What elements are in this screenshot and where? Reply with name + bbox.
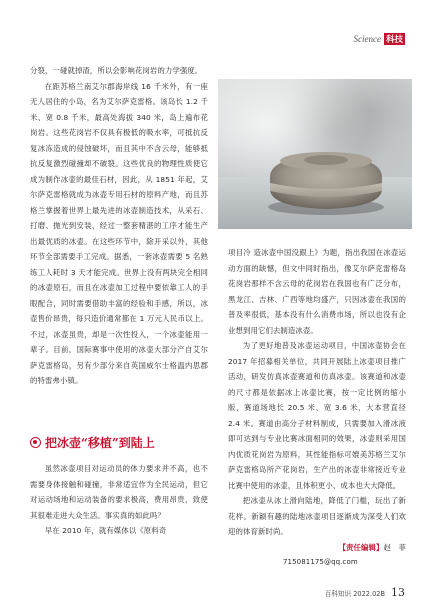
curling-stone-illustration (218, 79, 412, 229)
section-heading (30, 434, 210, 451)
left-column (30, 63, 208, 389)
page-footer (325, 586, 405, 599)
heading-bullet-icon (30, 437, 41, 448)
paragraph: 早在 2010 年，就有媒体以《原料奇 (44, 526, 167, 535)
paragraph: 在距苏格兰南艾尔郡海岸线 16 千米外，有一座无人居住的小岛，名为艾尔萨克雷格。该岛长 1.2 千米、宽 0.8 千米，最高处海拔 340 米，岛上遍布花岗岩。这些花岗岩不仅具有极低的吸水率，可抵抗反复冰冻造成的侵蚀破坏，而且其中不含云母，能够抵抗反复激烈碰撞却不破裂。这些优良的物理性质使它成为制作冰壶的最佳石材，因此，从 1851 年起，艾尔萨克雷格就成为冰壶专用石材的原料产地，而且苏格兰掌握着世界上最先进的冰壶制造技术，从采石、打磨、抛光到安装，经过一整套精湛的工序才能生产出最优质的冰壶。在这些环节中，除开采以外，其他环节全部需要手工完成。据悉，一套冰壶需要 5 名熟练工人耗时 3 天才能完成。世界上没有两块完全相同的冰壶原石，而且在冰壶加工过程中要依靠工人的手眼配合，同时需要借助丰富的经验和手感，所以，冰壶售价昂贵，每只造价通常都在 1 万元人民币以上。不过，冰壶虽贵，却是一次性投入，一个冰壶能用一辈子。目前，国际赛事中使用的冰壶大部分产自艾尔萨克雷格岛，另有少部分来自英国威尔士格温内思郡的特雷弗小镇。 (30, 81, 208, 385)
editor-label: 【责任编辑】 (338, 542, 384, 552)
editor-name: 赵 菲 (383, 542, 406, 552)
magazine-issue: 百科知识 2022.02B (324, 590, 385, 598)
right-column (228, 245, 406, 571)
section-label (354, 33, 406, 45)
paragraph: 分裂，一碰就掉渣，所以会影响花岗岩的力学强度。 (30, 66, 203, 75)
editor-email: 715081175@qq.com (283, 558, 358, 566)
section-label-en: Science (353, 34, 381, 44)
editor-credit (228, 540, 406, 556)
paragraph: 虽然冰壶项目对运动员的体力要求并不高，也不需要身体接触和碰撞，非常适宜作为全民运动，但它对运动场地和运动装备的要求极高，费用昂贵，致使其很难走进大众生活。事实真的如此吗？ (30, 464, 208, 520)
paragraph: 项目冷 造冰壶中国没跟上》为题，指出我国在冰壶运动方面的缺憾，但文中同时指出，像艾尔萨克雷格岛花岗岩那样不含云母的花岗岩在我国也有广泛分布，黑龙江、吉林、广西等地均盛产，只因冰壶在我国的普及率很低，基本没有什么消费市场，所以也没有企业想到用它们去制造冰壶。 (228, 248, 406, 335)
curling-stone-photo (218, 79, 412, 229)
paragraph: 把冰壶从冰上滑向陆地，降低了门槛，玩出了新花样。新颖有趣的陆地冰壶项目逐渐成为深受人们欢迎的体育新时尚。 (228, 496, 406, 536)
page-number: 13 (391, 586, 405, 599)
left-column-lower (30, 461, 208, 539)
section-label-cn: 科技 (385, 35, 403, 45)
section-heading-text: 把冰壶“移植”到陆上 (45, 436, 155, 450)
paragraph: 为了更好地普及冰壶运动项目，中国冰壶协会在 2017 年招募相关单位，共同开展陆上冰壶项目推广活动，研发仿真冰壶赛道和仿真冰壶。该赛道和冰壶的尺寸都是依据冰上冰壶比赛，按一定比例的缩小版，赛道场地长 20.5 米、宽 3.6 米，大本营直径 2.4 米。赛道由高分子材料制成，只需要加入滑冰液即可达到与专业比赛冰面相同的效果，冰壶则采用国内优质花岗岩为原料，其性能指标可媲美苏格兰艾尔萨克雷格岛所产花岗岩，生产出的冰壶非常接近专业比赛中使用的冰壶，且体积更小、成本也大大降低。 (228, 341, 406, 490)
